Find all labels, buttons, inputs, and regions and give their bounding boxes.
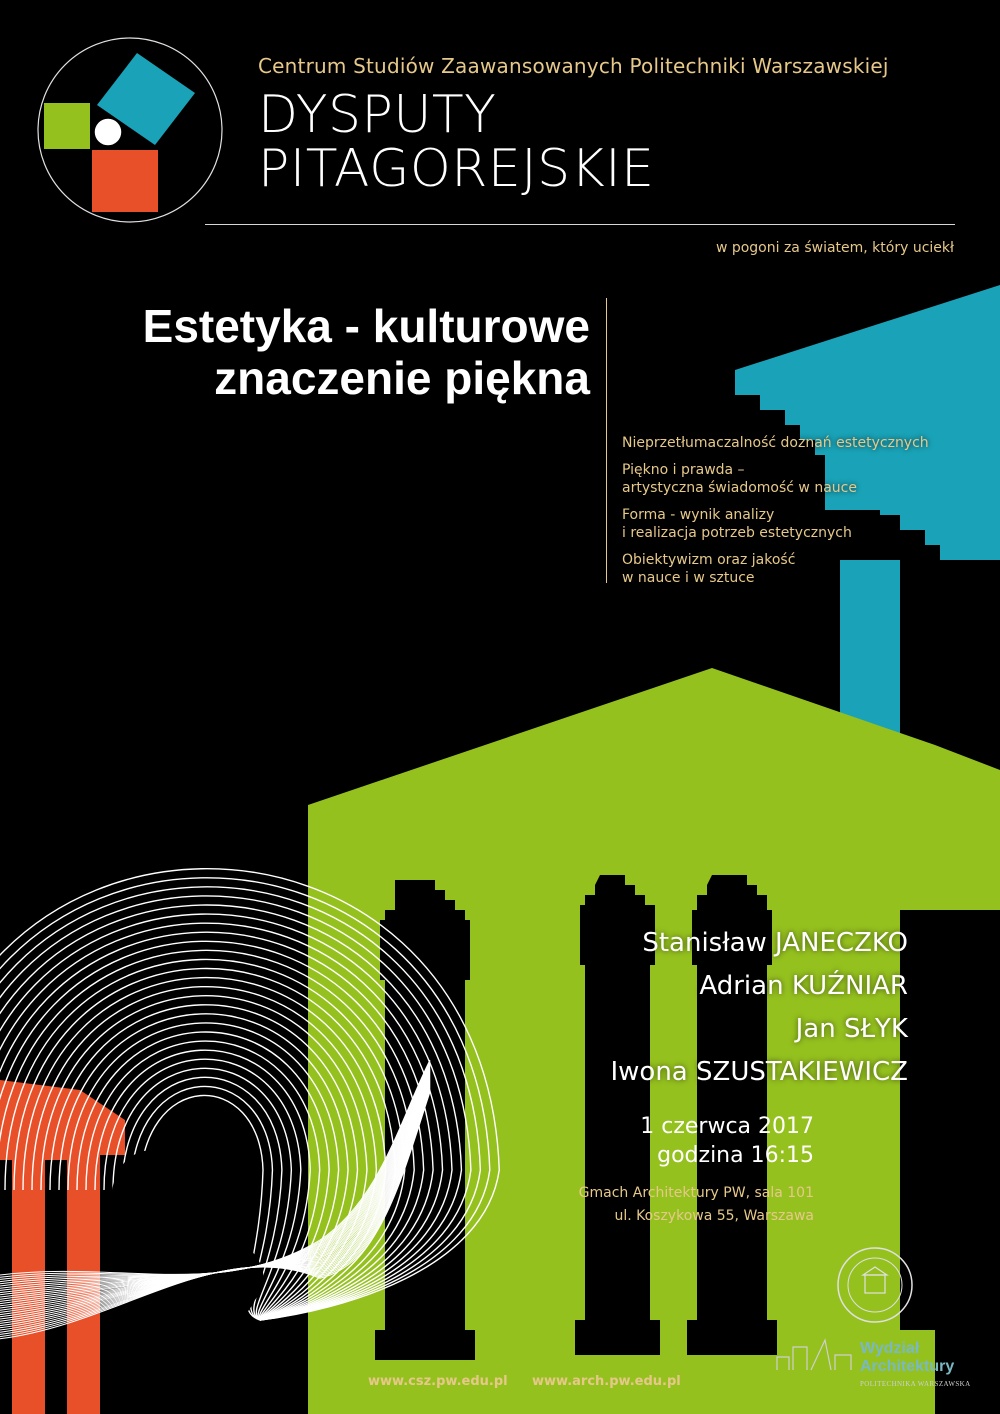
speaker-name: Iwona SZUSTAKIEWICZ xyxy=(610,1057,908,1087)
subtopic-item: Nieprzetłumaczalność doznań estetycznych xyxy=(622,435,929,451)
arch-website-link[interactable]: www.arch.pw.edu.pl xyxy=(532,1374,681,1389)
event-datetime xyxy=(640,1112,814,1170)
architecture-faculty-logo xyxy=(775,1335,855,1375)
csz-website-link[interactable]: www.csz.pw.edu.pl xyxy=(368,1374,508,1389)
event-venue: Gmach Architektury PW, sala 101 xyxy=(578,1185,814,1201)
speakers-list xyxy=(610,922,908,1094)
subtopics-list xyxy=(622,434,982,596)
subtopic-item: Piękno i prawda – artystyczna świadomość w nauce xyxy=(622,462,857,496)
speaker-name: Adrian KUŹNIAR xyxy=(699,971,908,1001)
csz-seal-icon xyxy=(835,1245,915,1325)
tagline: w pogoni za światem, który uciekł xyxy=(715,240,954,256)
subtopic-item: Obiektywizm oraz jakość w nauce i w sztuce xyxy=(622,552,796,586)
speaker-name: Stanisław JANECZKO xyxy=(642,928,908,958)
topic-title-line1: Estetyka - kulturowe xyxy=(142,300,590,352)
faculty-name xyxy=(860,1340,954,1376)
series-title-line1: DYSPUTY xyxy=(258,85,497,145)
topic-divider xyxy=(606,298,607,583)
faculty-line1: Wydział xyxy=(860,1340,920,1357)
topic-title-line2: znaczenie piękna xyxy=(214,352,590,404)
series-title xyxy=(258,85,655,199)
event-location xyxy=(579,1182,814,1228)
university-name: POLITECHNIKA WARSZAWSKA xyxy=(860,1380,971,1388)
speaker-name: Jan SŁYK xyxy=(795,1014,908,1044)
head-silhouette xyxy=(110,1150,263,1336)
event-date: 1 czerwca 2017 xyxy=(640,1114,814,1139)
pythagoras-squares-logo xyxy=(35,35,225,225)
series-title-line2: PITAGOREJSKIE xyxy=(258,139,655,199)
header-divider xyxy=(205,224,955,225)
subtopic-item: Forma - wynik analizy i realizacja potrzeb estetycznych xyxy=(622,507,852,541)
organization-name: Centrum Studiów Zaawansowanych Politechniki Warszawskiej xyxy=(258,54,889,78)
event-address: ul. Koszykowa 55, Warszawa xyxy=(614,1208,814,1224)
topic-title xyxy=(30,300,590,404)
faculty-line2: Architektury xyxy=(860,1358,955,1375)
event-time: godzina 16:15 xyxy=(657,1143,814,1168)
